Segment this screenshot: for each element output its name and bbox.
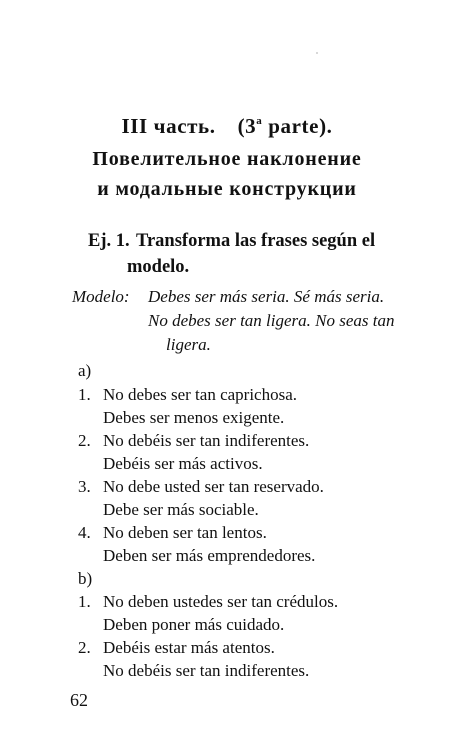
list-item [78,591,338,613]
chapter-subtitle-line1: Повелительное наклонение [92,148,362,170]
chapter-part-sup: a [256,115,263,127]
chapter-title [0,114,454,139]
item-question: No debes ser tan caprichosa. [103,385,298,404]
item-answer: Deben ser más emprendedores. [103,546,316,565]
list-item [78,476,324,498]
item-answer: Debéis ser más activos. [103,454,263,473]
model-line-3: ligera. [166,335,211,354]
item-question: Debéis estar más atentos. [103,638,275,657]
page-number: 62 [70,690,88,710]
item-question: No debe usted ser tan reservado. [103,477,324,496]
section-b-label: b) [78,569,93,588]
item-number: 4. [78,523,91,542]
exercise-instruction-2: modelo. [127,257,190,277]
exercise-heading [88,228,428,280]
item-number: 2. [78,638,91,657]
model-line-1: Debes ser más seria. Sé más seria. [148,287,385,306]
item-answer: Debe ser más sociable. [103,500,259,519]
item-question: No debéis ser tan indiferentes. [103,431,310,450]
item-answer: Debes ser menos exigente. [103,408,285,427]
chapter-part-ru: III часть. [121,114,216,138]
model-line-2: No debes ser tan ligera. No seas tan [148,311,395,330]
list-item [78,522,267,544]
item-question: No deben ser tan lentos. [103,523,267,542]
item-question: No deben ustedes ser tan crédulos. [103,592,339,611]
exercise-number: Ej. 1. [88,231,130,251]
list-item [78,430,309,452]
list-item [78,637,275,659]
chapter-part-es-close: parte). [262,114,333,138]
item-answer: No debéis ser tan indiferentes. [103,661,310,680]
item-number: 1. [78,592,91,611]
item-number: 2. [78,431,91,450]
section-a-label: a) [78,361,92,380]
exercise-instruction-1: Transforma las frases según el [136,231,376,251]
chapter-part-es-open: (3 [237,114,257,138]
scan-speck [316,52,318,54]
model-label: Modelo: [72,287,130,306]
item-number: 3. [78,477,91,496]
list-item [78,384,297,406]
item-number: 1. [78,385,91,404]
chapter-subtitle-line2: и модальные конструкции [97,178,357,200]
item-answer: Deben poner más cuidado. [103,615,285,634]
